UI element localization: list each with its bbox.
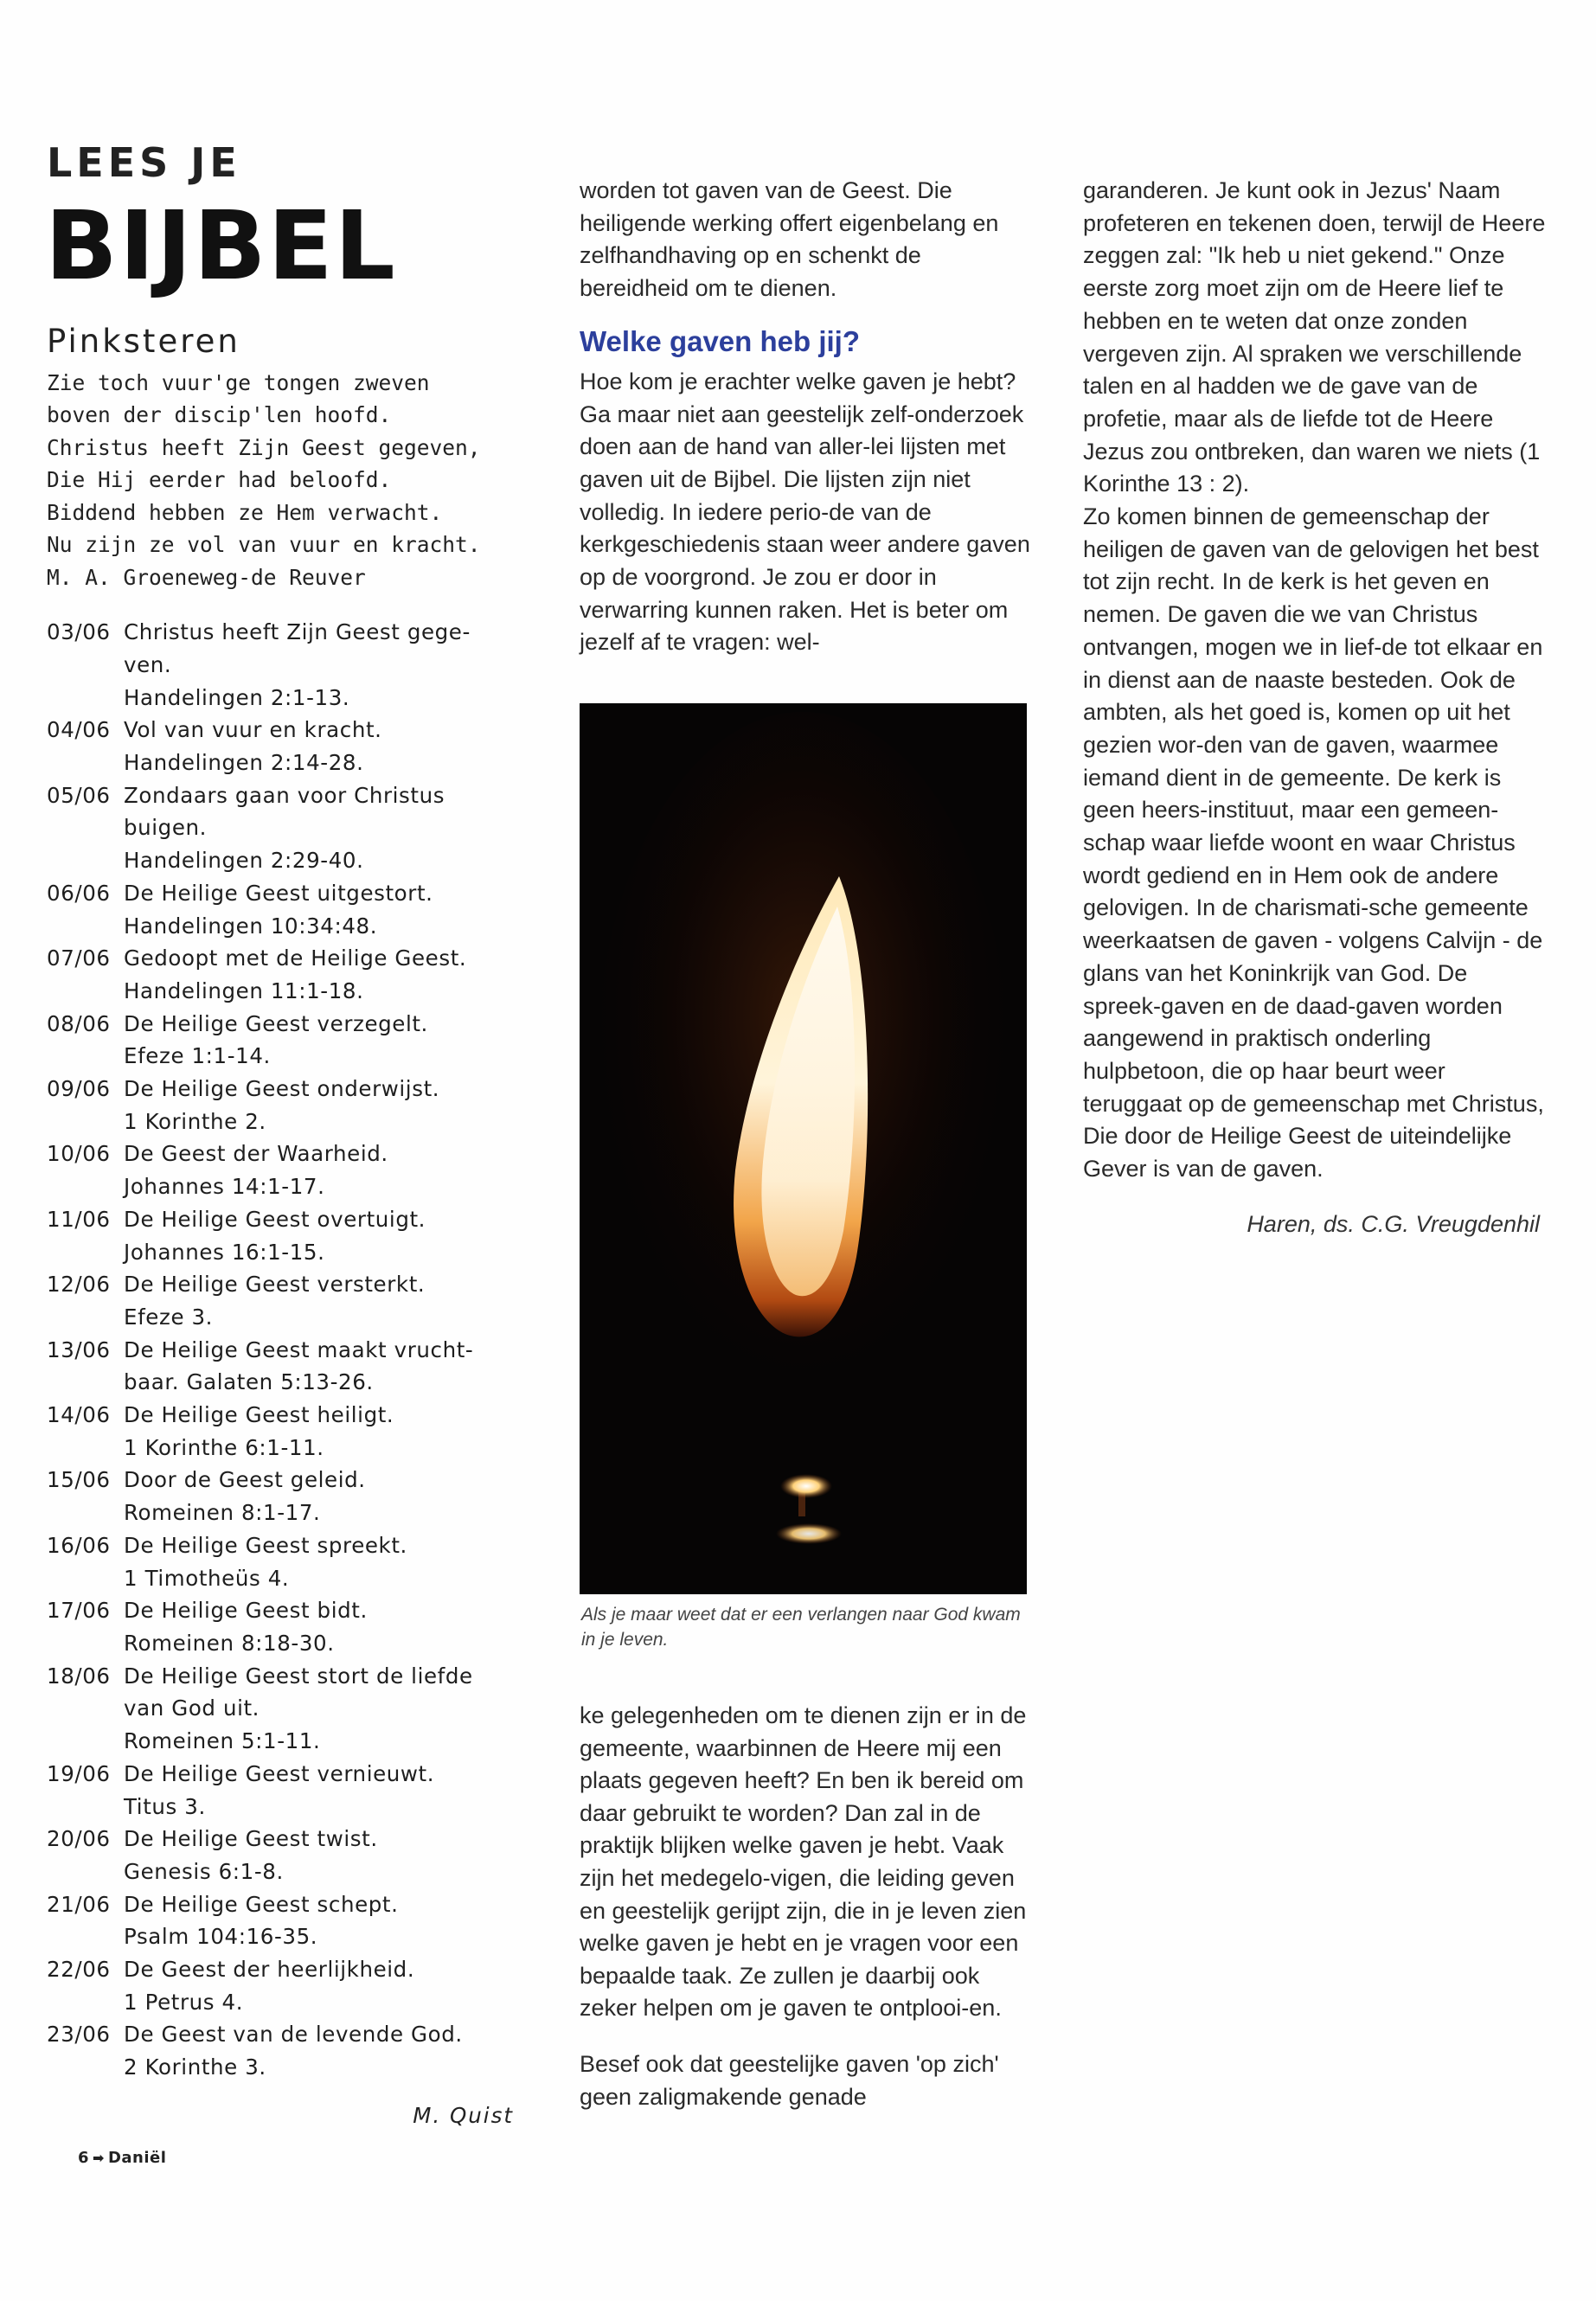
middle-paragraph: Besef ook dat geestelijke gaven 'op zich' geen zaligmakende genade xyxy=(580,2050,999,2110)
reading-text-block xyxy=(124,1203,514,1268)
reading-reference: Titus 3. xyxy=(124,1793,206,1819)
page-number: 6 xyxy=(78,2149,90,2167)
reading-date: 21/06 xyxy=(47,1891,111,1917)
reading-text-block xyxy=(124,1888,514,1953)
poem xyxy=(47,367,514,594)
reading-text-block xyxy=(124,1399,514,1464)
poem-line: Christus heeft Zijn Geest gegeven, xyxy=(47,434,481,460)
poem-line: Die Hij eerder had beloofd. xyxy=(47,467,392,493)
reading-title: De Heilige Geest stort de liefde van God uit. xyxy=(124,1663,473,1721)
left-signature: M. Quist xyxy=(413,2102,514,2128)
middle-paragraph: Hoe kom je erachter welke gaven je hebt? Ga maar niet aan geestelijk zelf-onderzoek doen aan de hand van aller-lei lijsten met gaven uit de Bijbel. Die lijsten zijn niet volledig. In iedere perio-de van de kerkgeschiedenis staan weer andere gaven op de voorgrond. Je zou er door in verwarring kunnen raken. Het is beter om jezelf af te vragen: wel- xyxy=(580,368,1030,656)
reading-item xyxy=(47,616,514,714)
reading-title: De Heilige Geest verzegelt. xyxy=(124,1010,428,1036)
reading-item xyxy=(47,942,514,1007)
middle-intro: worden tot gaven van de Geest. Die heiligende werking offert eigenbelang en zelfhandhaving op en schenkt de bereidheid om te dienen. xyxy=(580,177,999,302)
flame-image xyxy=(580,703,1027,1594)
reading-title: De Heilige Geest bidt. xyxy=(124,1598,368,1624)
reading-reference: 1 Timotheüs 4. xyxy=(124,1565,290,1591)
reading-reference: Handelingen 10:34:48. xyxy=(124,913,378,939)
reading-title: De Heilige Geest versterkt. xyxy=(124,1272,426,1298)
reading-date: 03/06 xyxy=(47,619,111,645)
reading-title: Door de Geest geleid. xyxy=(124,1467,366,1493)
reading-text-block xyxy=(124,1138,514,1202)
reading-date: 07/06 xyxy=(47,945,111,971)
page-title: BIJBEL xyxy=(45,190,397,301)
reading-reference: Romeinen 8:1-17. xyxy=(124,1500,321,1526)
reading-date: 16/06 xyxy=(47,1532,111,1558)
reading-date: 11/06 xyxy=(47,1206,111,1232)
reading-item xyxy=(47,779,514,877)
reading-item xyxy=(47,1758,514,1823)
reading-reference: 2 Korinthe 3. xyxy=(124,2054,266,2080)
reading-item xyxy=(47,1594,514,1659)
reading-title: De Geest van de levende God. xyxy=(124,2022,463,2048)
reading-date: 18/06 xyxy=(47,1663,111,1689)
reading-text-block xyxy=(124,1529,514,1594)
reading-title: De Heilige Geest heiligt. xyxy=(124,1402,394,1428)
reading-date: 15/06 xyxy=(47,1467,111,1493)
reading-text-block xyxy=(124,942,514,1007)
reading-reference: Genesis 6:1-8. xyxy=(124,1858,284,1884)
reading-reference: 1 Korinthe 6:1-11. xyxy=(124,1434,324,1460)
reading-date: 23/06 xyxy=(47,2022,111,2048)
reading-schedule xyxy=(47,616,514,2084)
poem-line: boven der discip'len hoofd. xyxy=(47,402,392,428)
middle-column xyxy=(580,175,1034,659)
reading-text-block xyxy=(124,1073,514,1138)
middle-paragraph: ke gelegenheden om te dienen zijn er in de gemeente, waarbinnen de Heere mij een plaats gegeven heeft? En ben ik bereid om daar gebruikt te worden? Dan zal in de praktijk blijken welke gaven je hebt. Vaak zijn het medegelo-vigen, die leiding geven en geestelijk gerijpt zijn, die in je leven zien welke gaven je hebt en je vragen voor een bepaalde taak. Ze zullen je daarbij ook zeker helpen om je gaven te ontplooi-en. xyxy=(580,1702,1027,2022)
reading-date: 20/06 xyxy=(47,1826,111,1852)
poem-line: Biddend hebben ze Hem verwacht. xyxy=(47,499,443,525)
reading-item xyxy=(47,1399,514,1464)
reading-item xyxy=(47,1823,514,1888)
reading-text-block xyxy=(124,714,514,779)
reading-text-block xyxy=(124,1823,514,1888)
reading-text-block xyxy=(124,1334,514,1399)
reading-item xyxy=(47,1953,514,2018)
reading-text-block xyxy=(124,1464,514,1529)
reading-title: De Heilige Geest schept. xyxy=(124,1891,399,1917)
author-signature: Haren, ds. C.G. Vreugdenhil xyxy=(1247,1210,1540,1237)
reading-reference: Romeinen 8:18-30. xyxy=(124,1630,335,1656)
reading-item xyxy=(47,714,514,779)
reading-reference: Psalm 104:16-35. xyxy=(124,1924,318,1950)
poem-author: M. A. Groeneweg-de Reuver xyxy=(47,564,366,590)
reading-title: De Heilige Geest spreekt. xyxy=(124,1532,407,1558)
reading-item xyxy=(47,1660,514,1758)
reading-title: De Heilige Geest maakt vrucht-baar. Galaten 5:13-26. xyxy=(124,1336,474,1395)
reading-item xyxy=(47,877,514,942)
poem-line: Nu zijn ze vol van vuur en kracht. xyxy=(47,532,481,558)
reading-item xyxy=(47,1334,514,1399)
middle-column-continued xyxy=(580,1676,1034,2137)
reading-reference: Johannes 14:1-17. xyxy=(124,1174,325,1200)
reading-item xyxy=(47,1073,514,1138)
reading-date: 04/06 xyxy=(47,717,111,743)
reading-date: 09/06 xyxy=(47,1076,111,1102)
subheading: Welke gaven heb jij? xyxy=(580,324,860,357)
candle-flame-photo xyxy=(580,703,1027,1594)
reading-title: De Heilige Geest vernieuwt. xyxy=(124,1760,435,1786)
reading-text-block xyxy=(124,1758,514,1823)
reading-reference: Efeze 1:1-14. xyxy=(124,1043,271,1069)
reading-date: 19/06 xyxy=(47,1760,111,1786)
reading-title: De Heilige Geest uitgestort. xyxy=(124,880,433,906)
reading-item xyxy=(47,1138,514,1202)
section-title: Pinksteren xyxy=(47,323,240,360)
reading-title: De Heilige Geest onderwijst. xyxy=(124,1076,440,1102)
reading-text-block xyxy=(124,877,514,942)
reading-reference: Romeinen 5:1-11. xyxy=(124,1728,321,1754)
reading-title: Vol van vuur en kracht. xyxy=(124,717,382,743)
reading-text-block xyxy=(124,1008,514,1073)
reading-item xyxy=(47,1203,514,1268)
right-paragraph: Zo komen binnen de gemeenschap der heiligen de gaven van de gelovigen het best tot zijn recht. In de kerk is het geven en nemen. De gaven die we van Christus ontvangen, mogen we in lief-de tot elkaar en in dienst aan de naaste besteden. Ook de ambten, als het goed is, komen op uit het gezien wor-den van de gaven, waarmee iemand dient in de gemeente. De kerk is geen heers-instituut, maar een gemeen-schap waar liefde woont en waar Christus wordt gediend en in Hem ook de andere gelovigen. In de charismati-sche gemeente weerkaatsen de gaven - volgens Calvijn - de glans van het Koninkrijk van God. De spreek-gaven en de daad-gaven worden aangewend in praktisch onderling hulpbetoon, die op haar beurt weer teruggaat op de gemeenschap met Christus, Die door de Heilige Geest de uiteindelijke Gever is van de gaven. xyxy=(1083,503,1544,1183)
reading-reference: Efeze 3. xyxy=(124,1304,214,1330)
reading-reference: 1 Korinthe 2. xyxy=(124,1108,266,1134)
poem-line: Zie toch vuur'ge tongen zweven xyxy=(47,369,430,395)
reading-reference: 1 Petrus 4. xyxy=(124,1989,244,2015)
reading-item xyxy=(47,1529,514,1594)
photo-caption: Als je maar weet dat er een verlangen naar God kwam in je leven. xyxy=(581,1605,1021,1650)
reading-text-block xyxy=(124,1594,514,1659)
right-paragraph: garanderen. Je kunt ook in Jezus' Naam profeteren en tekenen doen, terwijl de Heere zeggen zal: "Ik heb u niet gekend." Onze eerste zorg moet zijn om de Heere lief te hebben en te weten dat onze zonden vergeven zijn. Al spraken we verschillende talen en al hadden we de gave van de profetie, maar als de liefde tot de Heere Jezus zou ontbreken, dan waren we niets (1 Korinthe 13 : 2). xyxy=(1083,177,1546,497)
reading-item xyxy=(47,1464,514,1529)
reading-text-block xyxy=(124,1953,514,2018)
reading-title: De Geest der heerlijkheid. xyxy=(124,1957,415,1983)
reading-date: 10/06 xyxy=(47,1141,111,1167)
reading-item xyxy=(47,1888,514,1953)
reading-reference: Handelingen 2:1-13. xyxy=(124,684,350,710)
reading-title: De Heilige Geest overtuigt. xyxy=(124,1206,426,1232)
right-column xyxy=(1083,175,1550,1241)
page-footer xyxy=(78,2149,166,2167)
reading-text-block xyxy=(124,616,514,714)
reading-text-block xyxy=(124,779,514,877)
reading-title: Zondaars gaan voor Christus buigen. xyxy=(124,782,445,841)
reading-title: De Heilige Geest twist. xyxy=(124,1826,378,1852)
reading-date: 06/06 xyxy=(47,880,111,906)
reading-item xyxy=(47,1008,514,1073)
reading-item xyxy=(47,1268,514,1333)
reading-reference: Johannes 16:1-15. xyxy=(124,1239,325,1265)
kicker: LEES JE xyxy=(47,139,241,186)
reading-date: 17/06 xyxy=(47,1598,111,1624)
reading-date: 05/06 xyxy=(47,782,111,808)
reading-date: 22/06 xyxy=(47,1957,111,1983)
reading-item xyxy=(47,2018,514,2083)
reading-text-block xyxy=(124,2018,514,2083)
reading-reference: Handelingen 2:14-28. xyxy=(124,750,364,775)
reading-text-block xyxy=(124,1660,514,1758)
reading-title: Christus heeft Zijn Geest gege-ven. xyxy=(124,619,471,677)
reading-text-block xyxy=(124,1268,514,1333)
reading-title: Gedoopt met de Heilige Geest. xyxy=(124,945,467,971)
left-column xyxy=(45,139,514,2128)
reading-title: De Geest der Waarheid. xyxy=(124,1141,388,1167)
magazine-name: Daniël xyxy=(107,2149,167,2167)
reading-date: 14/06 xyxy=(47,1402,111,1428)
reading-reference: Handelingen 11:1-18. xyxy=(124,977,364,1003)
reading-reference: Handelingen 2:29-40. xyxy=(124,848,364,874)
reading-date: 08/06 xyxy=(47,1010,111,1036)
arrow-icon: ➡ xyxy=(93,2150,105,2166)
reading-date: 13/06 xyxy=(47,1336,111,1362)
reading-date: 12/06 xyxy=(47,1272,111,1298)
